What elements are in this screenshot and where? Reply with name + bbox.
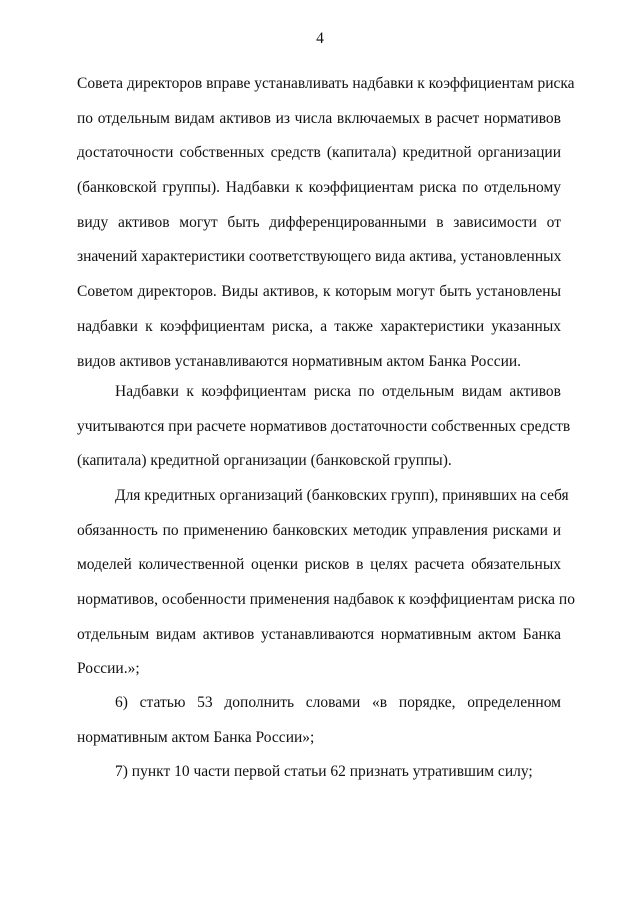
text-line: (банковской группы). Надбавки к коэффициентам риска по отдельному [77,179,561,197]
text-line: надбавки к коэффициентам риска, а также характеристики указанных [77,317,561,335]
text-line: 7) пункт 10 части первой статьи 62 признать утратившим силу; [115,763,533,780]
text-line: России.»; [77,660,140,678]
text-line: 6) статью 53 дополнить словами «в порядке, определенном [115,694,561,711]
text-line: нормативным актом Банка России»; [77,728,315,746]
text-line: Совета директоров вправе устанавливать надбавки к коэффициентам риска [77,75,575,92]
paragraph [77,67,575,379]
text-line: достаточности собственных средств (капитала) кредитной организации [77,144,561,162]
text-line: значений характеристики соответствующего вида актива, установленных [77,248,562,266]
paragraph [77,479,575,687]
text-line: видов активов устанавливаются нормативным актом Банка России. [77,352,522,370]
text-line: моделей количественной оценки рисков в целях расчета обязательных [77,556,561,574]
text-line: Советом директоров. Виды активов, к которым могут быть установлены [77,283,561,301]
text-line: Для кредитных организаций (банковских групп), принявших на себя [115,487,569,504]
text-line: виду активов могут быть дифференцированными в зависимости от [77,213,561,231]
paragraph [77,375,571,479]
text-line: отдельным видам активов устанавливаются нормативным актом Банка [77,625,561,643]
text-line: нормативов, особенности применения надбавок к коэффициентам риска по [77,591,575,609]
text-line: (капитала) кредитной организации (банковской группы). [77,452,452,470]
paragraph [77,755,561,790]
text-line: учитываются при расчете нормативов достаточности собственных средств [77,417,571,435]
text-line: по отдельным видам активов из числа включаемых в расчет нормативов [77,109,561,127]
text-line: Надбавки к коэффициентам риска по отдельным видам активов [115,383,561,400]
paragraph [77,686,561,755]
text-line: обязанность по применению банковских методик управления рисками и [77,521,561,539]
page-number: 4 [316,30,324,47]
